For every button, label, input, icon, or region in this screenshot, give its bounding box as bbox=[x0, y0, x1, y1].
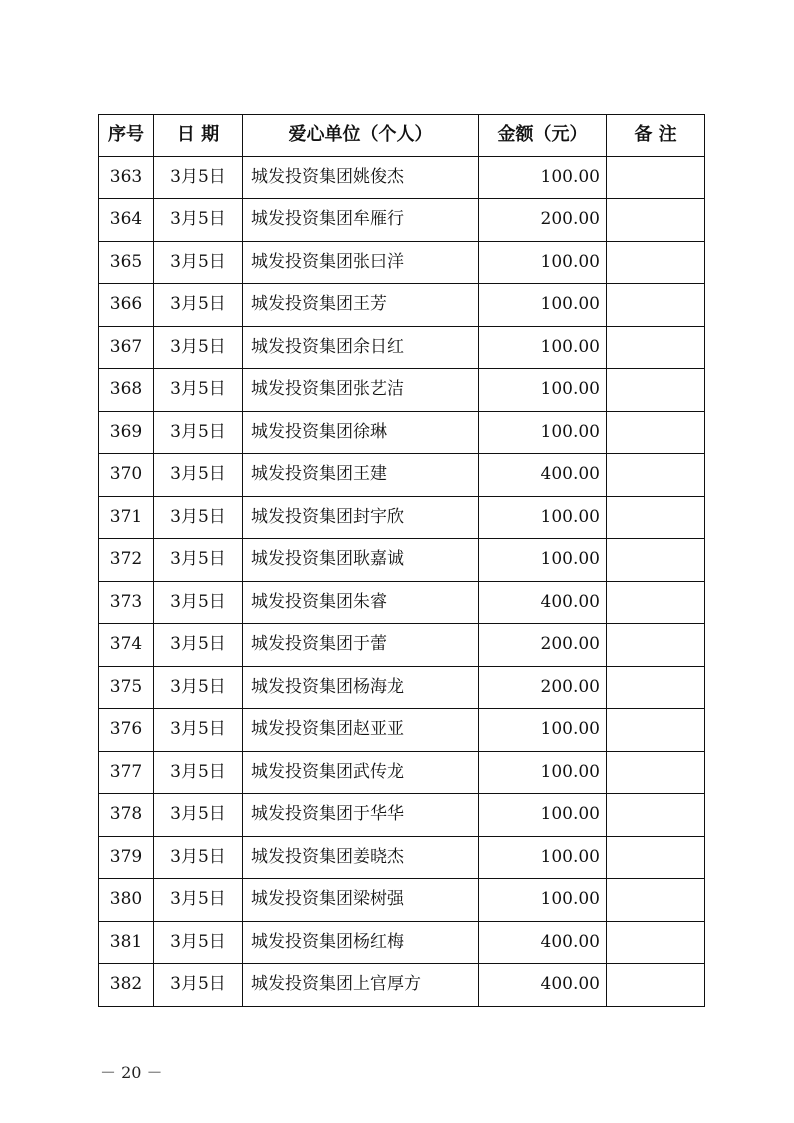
cell-amount: 100.00 bbox=[479, 879, 607, 922]
cell-remark bbox=[607, 454, 705, 497]
table-row bbox=[99, 581, 705, 624]
cell-remark bbox=[607, 156, 705, 199]
cell-seq: 381 bbox=[99, 921, 154, 964]
cell-remark bbox=[607, 794, 705, 837]
cell-donor: 城发投资集团朱睿 bbox=[243, 581, 479, 624]
cell-amount: 100.00 bbox=[479, 284, 607, 327]
cell-remark bbox=[607, 666, 705, 709]
cell-donor: 城发投资集团张艺洁 bbox=[243, 369, 479, 412]
cell-date: 3月5日 bbox=[154, 964, 243, 1007]
cell-date: 3月5日 bbox=[154, 921, 243, 964]
cell-donor: 城发投资集团杨海龙 bbox=[243, 666, 479, 709]
table-row bbox=[99, 709, 705, 752]
table-row bbox=[99, 751, 705, 794]
cell-amount: 100.00 bbox=[479, 539, 607, 582]
cell-remark bbox=[607, 879, 705, 922]
cell-amount: 100.00 bbox=[479, 751, 607, 794]
table-row bbox=[99, 326, 705, 369]
cell-date: 3月5日 bbox=[154, 156, 243, 199]
cell-date: 3月5日 bbox=[154, 539, 243, 582]
cell-remark bbox=[607, 284, 705, 327]
table-row bbox=[99, 241, 705, 284]
table-row bbox=[99, 666, 705, 709]
cell-date: 3月5日 bbox=[154, 326, 243, 369]
cell-amount: 100.00 bbox=[479, 794, 607, 837]
table-row bbox=[99, 411, 705, 454]
table-row bbox=[99, 879, 705, 922]
cell-remark bbox=[607, 241, 705, 284]
cell-remark bbox=[607, 751, 705, 794]
cell-donor: 城发投资集团上官厚方 bbox=[243, 964, 479, 1007]
cell-remark bbox=[607, 581, 705, 624]
donation-table bbox=[98, 114, 705, 1007]
header-amount: 金额（元） bbox=[479, 115, 607, 157]
cell-seq: 368 bbox=[99, 369, 154, 412]
cell-donor: 城发投资集团王芳 bbox=[243, 284, 479, 327]
cell-date: 3月5日 bbox=[154, 879, 243, 922]
cell-amount: 100.00 bbox=[479, 496, 607, 539]
cell-donor: 城发投资集团姜晓杰 bbox=[243, 836, 479, 879]
table-row bbox=[99, 496, 705, 539]
header-seq: 序号 bbox=[99, 115, 154, 157]
table-row bbox=[99, 156, 705, 199]
cell-amount: 100.00 bbox=[479, 241, 607, 284]
cell-seq: 364 bbox=[99, 199, 154, 242]
cell-seq: 374 bbox=[99, 624, 154, 667]
cell-seq: 376 bbox=[99, 709, 154, 752]
cell-date: 3月5日 bbox=[154, 794, 243, 837]
cell-remark bbox=[607, 496, 705, 539]
cell-donor: 城发投资集团赵亚亚 bbox=[243, 709, 479, 752]
cell-date: 3月5日 bbox=[154, 709, 243, 752]
table-row bbox=[99, 454, 705, 497]
cell-date: 3月5日 bbox=[154, 284, 243, 327]
cell-amount: 100.00 bbox=[479, 411, 607, 454]
cell-seq: 363 bbox=[99, 156, 154, 199]
page-number: － 20 － bbox=[100, 1063, 163, 1082]
cell-donor: 城发投资集团武传龙 bbox=[243, 751, 479, 794]
cell-donor: 城发投资集团于蕾 bbox=[243, 624, 479, 667]
table-row bbox=[99, 199, 705, 242]
table-row bbox=[99, 369, 705, 412]
cell-donor: 城发投资集团于华华 bbox=[243, 794, 479, 837]
table-row bbox=[99, 794, 705, 837]
cell-amount: 200.00 bbox=[479, 624, 607, 667]
cell-date: 3月5日 bbox=[154, 411, 243, 454]
cell-donor: 城发投资集团张曰洋 bbox=[243, 241, 479, 284]
table-row bbox=[99, 624, 705, 667]
cell-remark bbox=[607, 709, 705, 752]
cell-seq: 369 bbox=[99, 411, 154, 454]
cell-seq: 375 bbox=[99, 666, 154, 709]
cell-amount: 400.00 bbox=[479, 454, 607, 497]
cell-donor: 城发投资集团王建 bbox=[243, 454, 479, 497]
cell-remark bbox=[607, 921, 705, 964]
cell-seq: 380 bbox=[99, 879, 154, 922]
header-remark: 备 注 bbox=[607, 115, 705, 157]
cell-remark bbox=[607, 369, 705, 412]
table-row bbox=[99, 539, 705, 582]
cell-amount: 100.00 bbox=[479, 156, 607, 199]
cell-seq: 365 bbox=[99, 241, 154, 284]
cell-remark bbox=[607, 836, 705, 879]
cell-date: 3月5日 bbox=[154, 241, 243, 284]
cell-amount: 400.00 bbox=[479, 921, 607, 964]
cell-donor: 城发投资集团徐琳 bbox=[243, 411, 479, 454]
cell-date: 3月5日 bbox=[154, 369, 243, 412]
cell-seq: 367 bbox=[99, 326, 154, 369]
cell-date: 3月5日 bbox=[154, 624, 243, 667]
table-header-row bbox=[99, 115, 705, 157]
table-body bbox=[99, 156, 705, 1006]
cell-donor: 城发投资集团余日红 bbox=[243, 326, 479, 369]
cell-seq: 370 bbox=[99, 454, 154, 497]
cell-donor: 城发投资集团牟雁行 bbox=[243, 199, 479, 242]
cell-date: 3月5日 bbox=[154, 199, 243, 242]
header-donor: 爱心单位（个人） bbox=[243, 115, 479, 157]
cell-remark bbox=[607, 539, 705, 582]
cell-amount: 200.00 bbox=[479, 666, 607, 709]
table-row bbox=[99, 921, 705, 964]
cell-amount: 400.00 bbox=[479, 964, 607, 1007]
cell-seq: 377 bbox=[99, 751, 154, 794]
cell-seq: 371 bbox=[99, 496, 154, 539]
cell-date: 3月5日 bbox=[154, 666, 243, 709]
cell-seq: 379 bbox=[99, 836, 154, 879]
cell-donor: 城发投资集团封宇欣 bbox=[243, 496, 479, 539]
cell-date: 3月5日 bbox=[154, 581, 243, 624]
cell-amount: 100.00 bbox=[479, 326, 607, 369]
cell-donor: 城发投资集团耿嘉诚 bbox=[243, 539, 479, 582]
header-date: 日 期 bbox=[154, 115, 243, 157]
cell-date: 3月5日 bbox=[154, 751, 243, 794]
cell-remark bbox=[607, 411, 705, 454]
cell-remark bbox=[607, 624, 705, 667]
cell-remark bbox=[607, 964, 705, 1007]
cell-seq: 366 bbox=[99, 284, 154, 327]
cell-remark bbox=[607, 199, 705, 242]
table-row bbox=[99, 964, 705, 1007]
cell-donor: 城发投资集团梁树强 bbox=[243, 879, 479, 922]
cell-remark bbox=[607, 326, 705, 369]
table-row bbox=[99, 284, 705, 327]
cell-amount: 200.00 bbox=[479, 199, 607, 242]
cell-date: 3月5日 bbox=[154, 836, 243, 879]
cell-seq: 382 bbox=[99, 964, 154, 1007]
cell-amount: 100.00 bbox=[479, 709, 607, 752]
cell-amount: 100.00 bbox=[479, 836, 607, 879]
cell-date: 3月5日 bbox=[154, 454, 243, 497]
cell-amount: 400.00 bbox=[479, 581, 607, 624]
cell-donor: 城发投资集团姚俊杰 bbox=[243, 156, 479, 199]
cell-donor: 城发投资集团杨红梅 bbox=[243, 921, 479, 964]
cell-amount: 100.00 bbox=[479, 369, 607, 412]
table-row bbox=[99, 836, 705, 879]
cell-seq: 372 bbox=[99, 539, 154, 582]
cell-date: 3月5日 bbox=[154, 496, 243, 539]
cell-seq: 373 bbox=[99, 581, 154, 624]
cell-seq: 378 bbox=[99, 794, 154, 837]
